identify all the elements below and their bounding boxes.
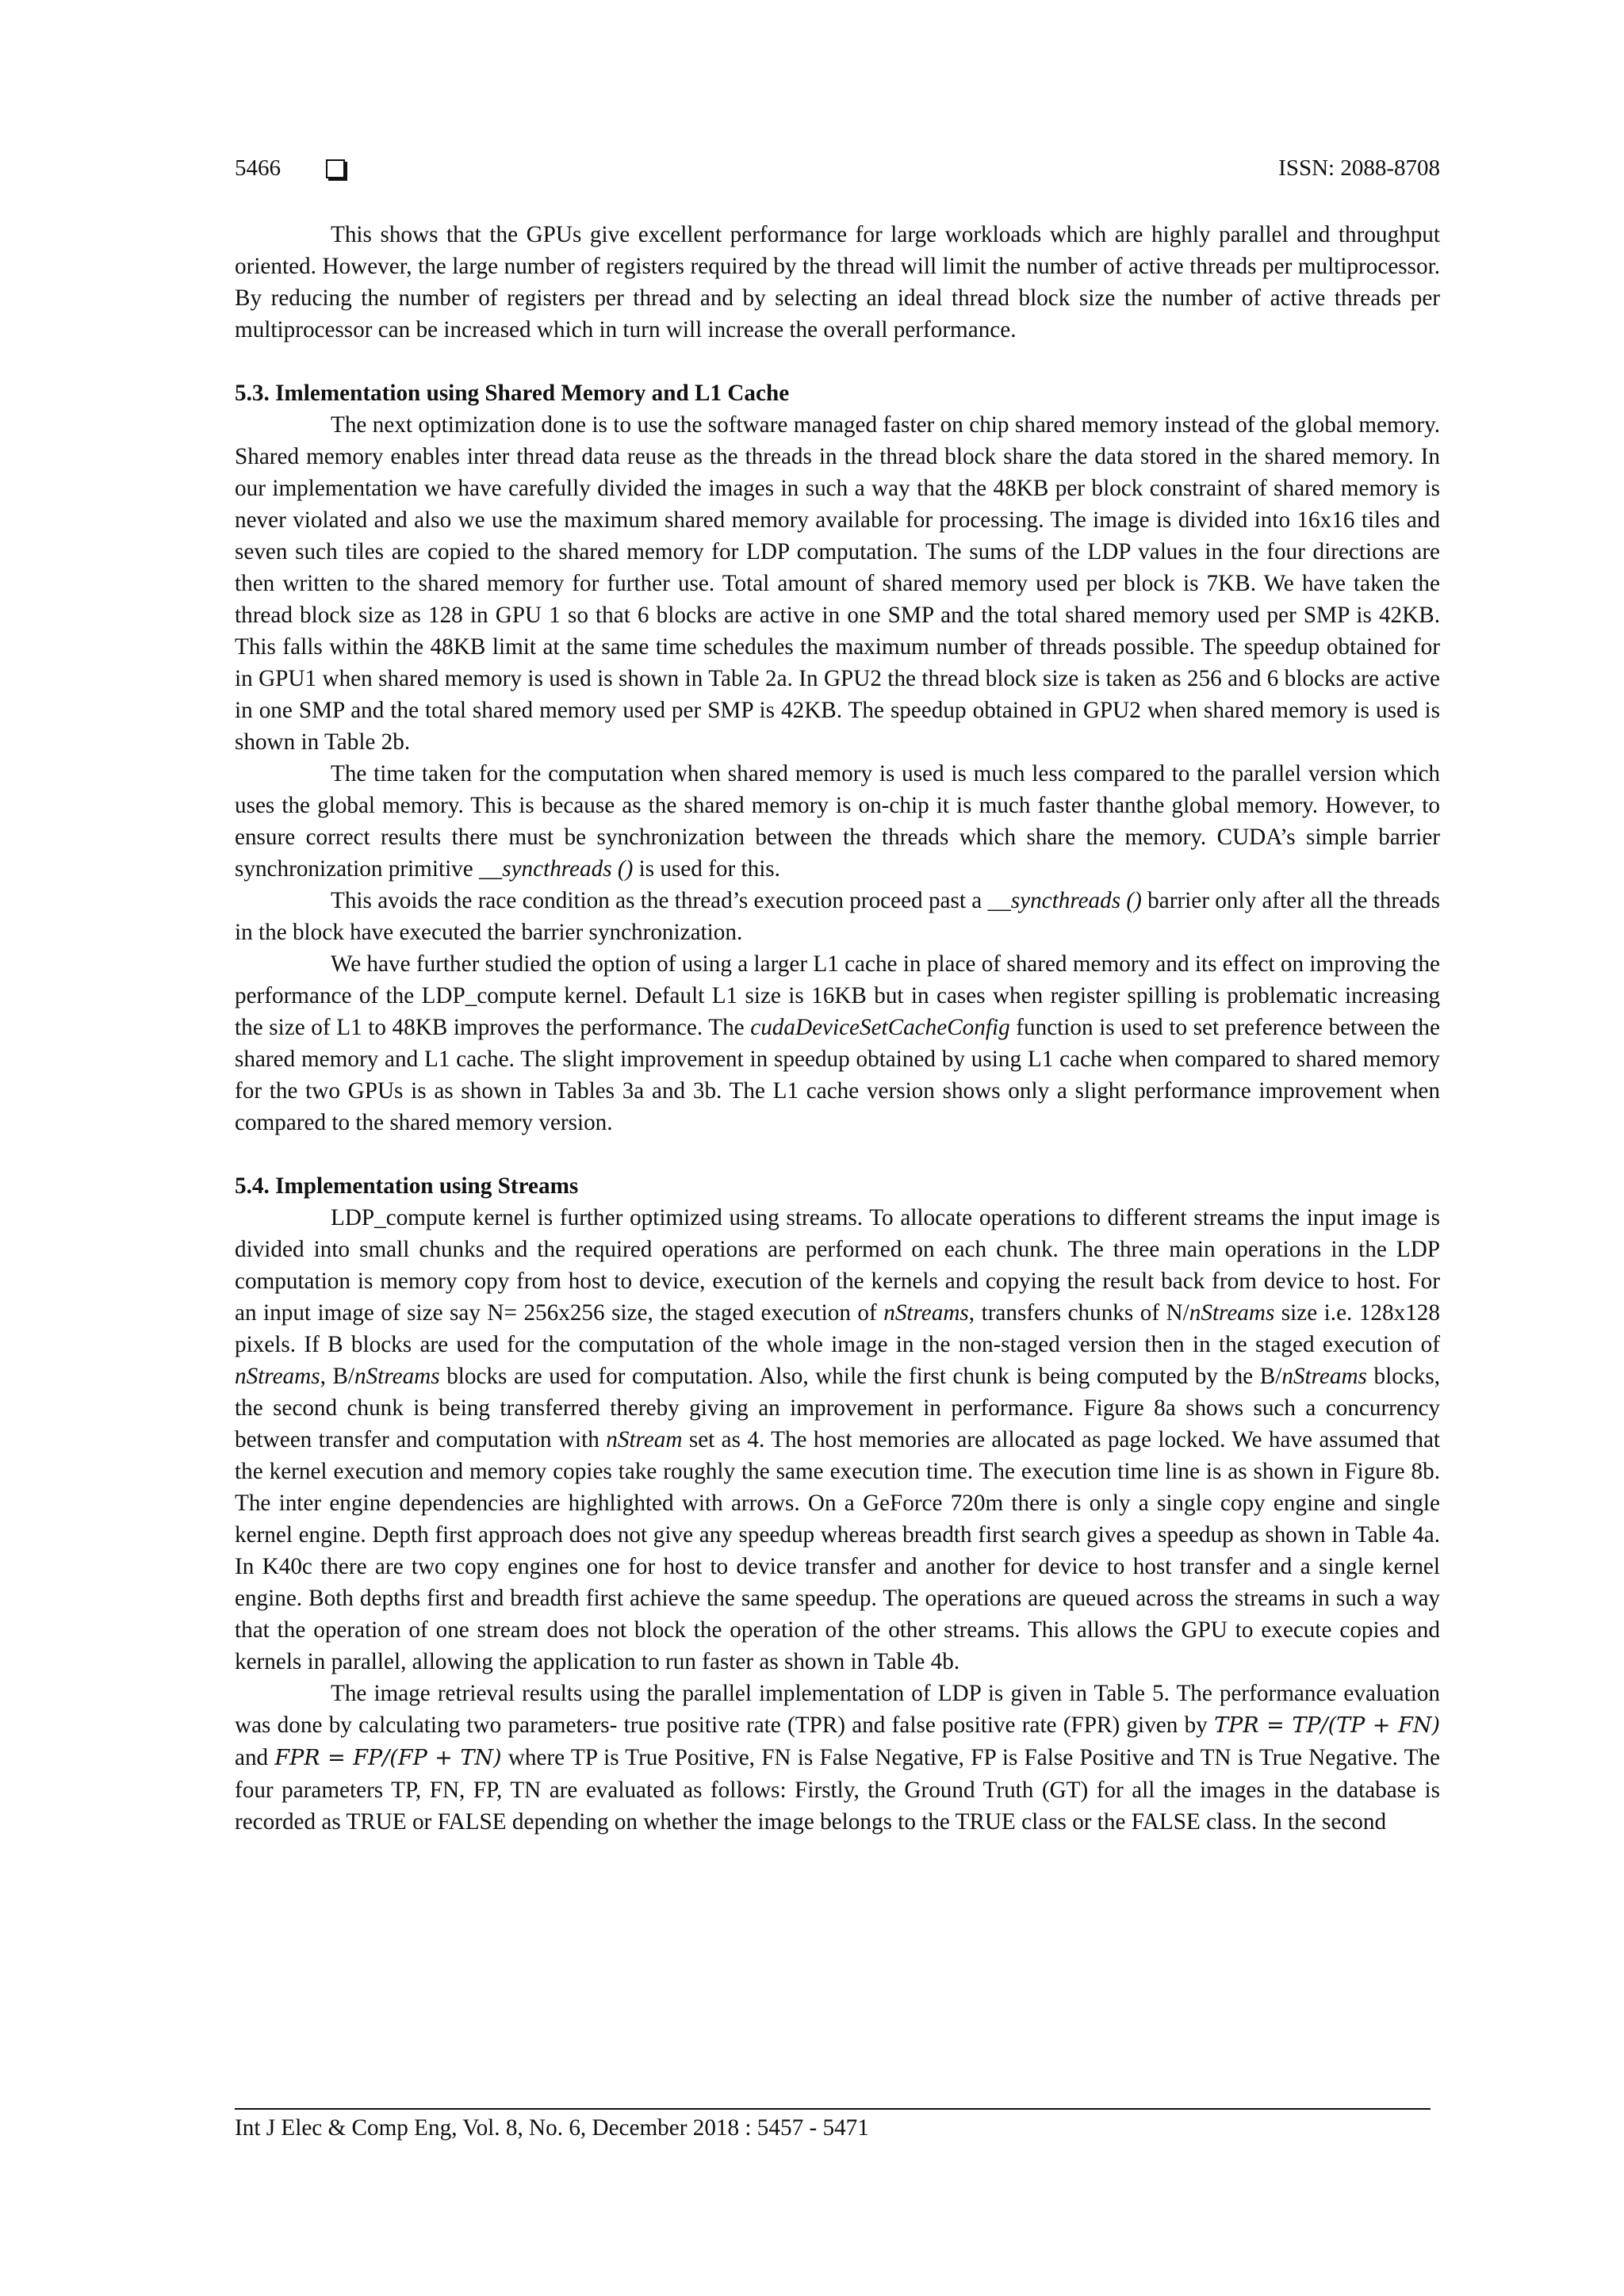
paragraph-l1-cache: We have further studied the option of using a larger L1 cache in place of shared memory and its effect on improving the performance of the LDP_compute kernel. Default L1 size is 16KB but in cases when register spilling is problematic increasing the size of L1 to 48KB improves the performance. The cudaDeviceSetCacheConfig function is used to set preference between the shared memory and L1 cache. The slight improvement in speedup obtained by using L1 cache when compared to shared memory for the two GPUs is as shown in Tables 3a and 3b. The L1 cache version shows only a slight performance improvement when compared to the shared memory version.: [235, 951, 1440, 1135]
paragraph-race-condition: This avoids the race condition as the thread’s execution proceed past a __syncthreads () barrier only after all the threads in the block have executed the barrier synchronization.: [235, 888, 1440, 945]
square-bullet-icon: [326, 159, 345, 178]
page-number: 5466: [235, 155, 281, 181]
footer-divider: [235, 2108, 1431, 2110]
inline-code-syncthreads: __syncthreads (): [479, 856, 634, 882]
formula-fpr: FPR = FP/(FP + TN): [274, 1746, 502, 1770]
issn-label: ISSN: 2088-8708: [1278, 155, 1440, 181]
paragraph-retrieval-results: The image retrieval results using the parallel implementation of LDP is given in Table 5. The performance evaluation was done by calculating two parameters- true positive rate (TPR) and false positive rate (FPR) given by TPR = TP/(TP + FN) and FPR = FP/(FP + TN) where TP is True Positive, FN is False Negative, FP is False Positive and TN is True Negative. The four parameters TP, FN, FP, TN are evaluated as follows: Firstly, the Ground Truth (GT) for all the images in the database is recorded as TRUE or FALSE depending on whether the image belongs to the TRUE class or the FALSE class. In the second: [235, 1681, 1440, 1835]
paragraph-synchronization: The time taken for the computation when shared memory is used is much less compared to the parallel version which uses the global memory. This is because as the shared memory is on-chip it is much faster thanthe global memory. However, to ensure correct results there must be synchronization between the threads which share the memory. CUDA’s simple barrier synchronization primitive __syncthreads () is used for this.: [235, 761, 1440, 882]
section-heading-5-3: 5.3. Imlementation using Shared Memory and L1 Cache: [235, 381, 790, 406]
inline-code-cache-config: cudaDeviceSetCacheConfig: [750, 1015, 1010, 1040]
formula-tpr: TPR = TP/(TP + FN): [1214, 1713, 1440, 1738]
inline-code-syncthreads: __syncthreads (): [987, 888, 1142, 913]
article-body: [235, 219, 1440, 1838]
paragraph-intro: This shows that the GPUs give excellent performance for large workloads which are highly parallel and throughput oriented. However, the large number of registers required by the thread will limit the number of active threads per multiprocessor. By reducing the number of registers per thread and by selecting an ideal thread block size the number of active threads per multiprocessor can be increased which in turn will increase the overall performance.: [235, 222, 1440, 342]
paragraph-streams: LDP_compute kernel is further optimized using streams. To allocate operations to different streams the input image is divided into small chunks and the required operations are performed on each chunk. The three main operations in the LDP computation is memory copy from host to device, execution of the kernels and copying the result back from device to host. For an input image of size say N= 256x256 size, the staged execution of nStreams, transfers chunks of N/nStreams size i.e. 128x128 pixels. If B blocks are used for the computation of the whole image in the non-staged version then in the staged execution of nStreams, B/nStreams blocks are used for computation. Also, while the first chunk is being computed by the B/nStreams blocks, the second chunk is being transferred thereby giving an improvement in performance. Figure 8a shows such a concurrency between transfer and computation with nStream set as 4. The host memories are allocated as page locked. We have assumed that the kernel execution and memory copies take roughly the same execution time. The execution time line is as shown in Figure 8b. The inter engine dependencies are highlighted with arrows. On a GeForce 720m there is only a single copy engine and single kernel engine. Depth first approach does not give any speedup whereas breadth first search gives a speedup as shown in Table 4a. In K40c there are two copy engines one for host to device transfer and another for device to host transfer and a single kernel engine. Both depths first and breadth first achieve the same speedup. The operations are queued across the streams in such a way that the operation of one stream does not block the operation of the other streams. This allows the GPU to execute copies and kernels in parallel, allowing the application to run faster as shown in Table 4b.: [235, 1205, 1441, 1674]
running-header: [235, 155, 1440, 190]
section-heading-5-4: 5.4. Implementation using Streams: [235, 1173, 579, 1199]
paragraph-shared-memory: The next optimization done is to use the software managed faster on chip shared memory instead of the global memory. Shared memory enables inter thread data reuse as the threads in the thread block share the data stored in the shared memory. In our implementation we have carefully divided the images in such a way that the 48KB per block constraint of shared memory is never violated and also we use the maximum shared memory available for processing. The image is divided into 16x16 tiles and seven such tiles are copied to the shared memory for LDP computation. The sums of the LDP values in the four directions are then written to the shared memory for further use. Total amount of shared memory used per block is 7KB. We have taken the thread block size as 128 in GPU 1 so that 6 blocks are active in one SMP and the total shared memory used per SMP is 42KB. This falls within the 48KB limit at the same time schedules the maximum number of threads possible. The speedup obtained for in GPU1 when shared memory is used is shown in Table 2a. In GPU2 the thread block size is taken as 256 and 6 blocks are active in one SMP and the total shared memory used per SMP is 42KB. The speedup obtained in GPU2 when shared memory is used is shown in Table 2b.: [235, 412, 1440, 755]
journal-citation: Int J Elec & Comp Eng, Vol. 8, No. 6, December 2018 : 5457 - 5471: [235, 2115, 869, 2141]
